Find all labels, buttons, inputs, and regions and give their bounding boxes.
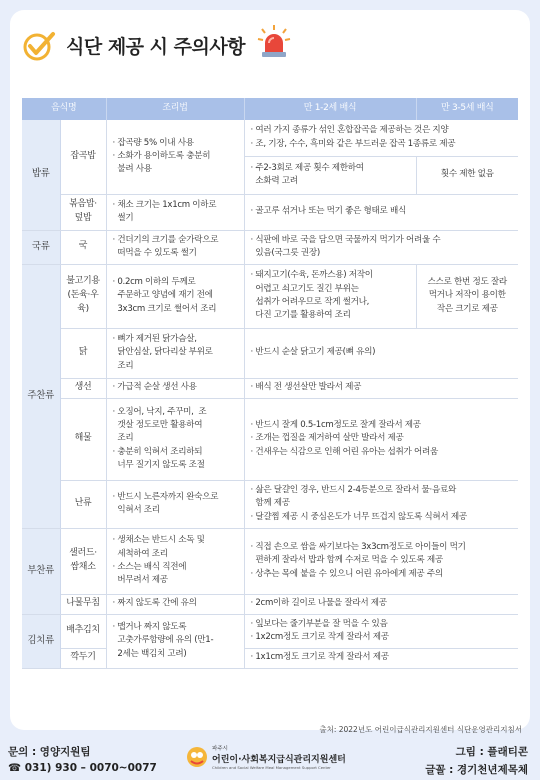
serve-line: · 삶은 달걀인 경우, 반드시 2-4등분으로 잘라서 물·음료와 <box>250 485 456 496</box>
recipe-line: · 생채소는 반드시 소독 및 <box>112 535 205 546</box>
food-salad <box>60 528 106 594</box>
serve-line: · 달걀찜 제공 시 중심온도가 너무 뜨겁지 않도록 식혀서 제공 <box>250 511 467 522</box>
recipe-line: 버무려서 제공 <box>112 575 168 586</box>
recipe-line: · 반드시 노른자까지 완숙으로 <box>112 491 219 502</box>
recipe-namul: · 짜지 않도록 간에 유의 <box>106 594 244 614</box>
table-row <box>22 230 518 264</box>
food-bokkeumbap <box>60 194 106 230</box>
serve-line: · 직접 손으로 쌈을 싸기보다는 3x3cm정도로 아이들이 먹기 <box>250 542 466 553</box>
recipe-line: 갯살 정도로만 활용하여 <box>112 420 203 431</box>
contact-dept: 문의 : 영양지원팀 <box>8 746 91 758</box>
table-row <box>22 648 518 668</box>
serve-line: · 여러 가지 종류가 섞인 혼합잡곡을 제공하는 것은 지양 <box>250 125 449 136</box>
serve-line: · 주2-3회로 제공 횟수 제한하여 <box>250 162 364 173</box>
recipe-guk <box>106 230 244 264</box>
recipe-line: · 건더기의 크기를 숟가락으로 <box>112 234 219 245</box>
food-line: (돈육·우육) <box>67 290 99 314</box>
header-food: 음식명 <box>22 98 106 120</box>
food-namul: 나물무침 <box>60 594 106 614</box>
recipe-japgokbap <box>106 120 244 194</box>
table-row <box>22 328 518 378</box>
category-kimchi: 김치류 <box>22 614 60 668</box>
serve-line: · 1x2cm정도 크기로 작게 잘라서 제공 <box>250 632 389 642</box>
caution-table <box>22 98 518 669</box>
serve-line: 먹거나 저작이 용이한 <box>428 290 506 301</box>
page-title: 식단 제공 시 주의사항 <box>66 36 246 58</box>
table-row <box>22 594 518 614</box>
header-age-1-2: 만 1-2세 배식 <box>244 98 416 120</box>
header-recipe: 조리법 <box>106 98 244 120</box>
source-note: 출처: 2022년도 어린이급식관리지원센터 식단운영관리지침서 <box>319 725 522 734</box>
table-row <box>22 398 518 480</box>
serve-line: · 조, 기장, 수수, 흑미와 같은 부드러운 잡곡 1종류로 제공 <box>250 138 456 149</box>
serve-line: 섭취가 어려우므로 작게 썰거나, <box>250 297 370 307</box>
serve-line: · 상추는 목에 붙을 수 있으니 어린 유아에게 제공 주의 <box>250 568 443 579</box>
recipe-line: 2세는 백김치 고려) <box>112 648 187 659</box>
serve-line: · 잎보다는 줄기부분을 잘 먹을 수 있음 <box>250 618 388 629</box>
serve-haemul <box>244 398 518 480</box>
recipe-line: 3x3cm 크기로 썰어서 조리 <box>112 303 217 314</box>
recipe-line: · 잡곡량 5% 이내 사용 <box>112 137 194 148</box>
header-age-3-5: 만 3-5세 배식 <box>416 98 518 120</box>
food-bulgogi <box>60 264 106 328</box>
recipe-line: 떠먹을 수 있도록 썰기 <box>112 248 197 258</box>
center-logo-icon <box>186 746 208 768</box>
category-jucheon: 주찬류 <box>22 264 60 528</box>
category-bap: 밥류 <box>22 120 60 230</box>
recipe-line: 조리 <box>112 360 134 371</box>
serve-line: 어렵고 쇠고기도 질긴 부위는 <box>250 283 359 294</box>
recipe-line: 불려 사용 <box>112 164 152 175</box>
recipe-line: · 충분히 익혀서 조리하되 <box>112 446 203 457</box>
serve-baechu <box>244 614 518 648</box>
siren-icon <box>256 24 292 60</box>
recipe-line: 너무 질기지 않도록 조절 <box>112 459 205 470</box>
serve-guk <box>244 230 518 264</box>
serve-dak: · 반드시 순살 닭고기 제공(뼈 유의) <box>244 328 518 378</box>
serve-japgokbap-3-5: 횟수 제한 없음 <box>416 156 518 194</box>
table-row <box>22 378 518 398</box>
recipe-line: 주문하고 양념에 재기 전에 <box>112 290 213 301</box>
serve-saengseon: · 배식 전 생선살만 발라서 제공 <box>244 378 518 398</box>
recipe-haemul <box>106 398 244 480</box>
recipe-line: · 소화가 용이하도록 충분히 <box>112 151 211 162</box>
food-line: 덮밥 <box>74 213 92 223</box>
serve-bulgogi-3-5 <box>416 264 518 328</box>
table-row <box>22 528 518 594</box>
serve-line: 스스로 한번 정도 잘라 <box>427 277 507 288</box>
serve-namul: · 2cm이하 길이로 나물을 잘라서 제공 <box>244 594 518 614</box>
page-footer <box>0 740 540 780</box>
food-line: 불고기용 <box>66 276 100 287</box>
recipe-line: · 맵거나 짜지 않도록 <box>112 622 187 633</box>
check-circle-icon <box>22 28 58 64</box>
recipe-bulgogi <box>106 264 244 328</box>
food-guk: 국 <box>60 230 106 264</box>
recipe-line: · 0.2cm 이하의 두께로 <box>112 277 196 288</box>
food-kkakdugi: 깍두기 <box>60 648 106 668</box>
food-dak: 닭 <box>60 328 106 378</box>
recipe-dak <box>106 328 244 378</box>
table-row <box>22 480 518 528</box>
food-baechu: 배추김치 <box>60 614 106 648</box>
serve-line: 작은 크기로 제공 <box>436 303 498 314</box>
serve-bulgogi-1-2 <box>244 264 416 328</box>
recipe-line: 썰기 <box>112 213 134 223</box>
serve-line: 함께 제공 <box>250 498 290 509</box>
table-row <box>22 264 518 328</box>
serve-line: 있음(국그릇 권장) <box>250 248 320 258</box>
food-line: 쌈채소 <box>70 562 96 572</box>
serve-japgokbap-1-2 <box>244 156 416 194</box>
recipe-nan <box>106 480 244 528</box>
table-row <box>22 614 518 648</box>
category-bucheon: 부찬류 <box>22 528 60 614</box>
recipe-line: · 오징어, 낙지, 주꾸미, 조 <box>112 406 207 417</box>
serve-line: · 건새우는 식감으로 인해 어린 유아는 섭취가 어려움 <box>250 446 438 457</box>
food-line: 샐러드· <box>69 548 97 559</box>
contact-phone: ☎ 031) 930 – 0070~0077 <box>8 762 157 774</box>
serve-line: 다진 고기를 활용하여 조리 <box>250 310 351 321</box>
serve-line: · 돼지고기(수육, 돈까스용) 저작이 <box>250 270 373 281</box>
recipe-saengseon: · 가급적 순살 생선 사용 <box>106 378 244 398</box>
recipe-line: · 채소 크기는 1x1cm 이하로 <box>112 199 217 210</box>
recipe-line: 익혀서 조리 <box>112 505 160 515</box>
serve-line: · 식판에 바로 국을 담으면 국물까지 먹기가 어려울 수 <box>250 234 441 245</box>
serve-kkakdugi: · 1x1cm정도 크기로 작게 잘라서 제공 <box>244 648 518 668</box>
center-logo <box>186 744 376 774</box>
table-header-row <box>22 98 518 120</box>
food-saengseon: 생선 <box>60 378 106 398</box>
recipe-line: 조리 <box>112 433 134 444</box>
serve-line: · 조개는 껍질을 제거하여 살만 발라서 제공 <box>250 433 404 444</box>
food-line: 볶음밥· <box>69 199 97 210</box>
recipe-line: 세척하여 조리 <box>112 548 168 559</box>
serve-salad <box>244 528 518 594</box>
food-japgokbap: 잡곡밥 <box>60 120 106 194</box>
logo-city: 파주시 <box>212 746 228 752</box>
category-guk: 국류 <box>22 230 60 264</box>
recipe-bokkeumbap <box>106 194 244 230</box>
recipe-line: 닭안심살, 닭다리살 부위로 <box>112 347 213 358</box>
table-row <box>22 194 518 230</box>
logo-name: 어린이·사회복지급식관리지원센터 <box>212 755 346 765</box>
recipe-kimchi <box>106 614 244 668</box>
page-header <box>22 28 522 68</box>
serve-line: · 반드시 잘게 0.5-1cm정도로 잘게 잘라서 제공 <box>250 420 421 431</box>
recipe-line: 고춧가루함량에 유의 (만1- <box>112 635 214 646</box>
recipe-salad <box>106 528 244 594</box>
serve-nan <box>244 480 518 528</box>
food-nan: 난류 <box>60 480 106 528</box>
font-credit: 글꼴 : 경기천년제목체 <box>425 764 528 776</box>
serve-line: 편하게 잘라서 밥과 함께 수저로 먹을 수 있도록 제공 <box>250 555 443 566</box>
serve-line: 소화력 고려 <box>250 176 298 186</box>
illustration-credit: 그림 : 플래티콘 <box>455 746 528 758</box>
logo-english: Children and Social Welfare Meal Management Support Center <box>212 765 331 770</box>
recipe-line: · 소스는 배식 직전에 <box>112 562 187 572</box>
serve-bokkeumbap: · 골고루 섞거나 또는 먹기 좋은 형태로 배식 <box>244 194 518 230</box>
food-haemul: 해물 <box>60 398 106 480</box>
serve-japgokbap-common <box>244 120 518 156</box>
recipe-line: · 뼈가 제거된 닭가슴살, <box>112 334 197 345</box>
table-row <box>22 120 518 156</box>
